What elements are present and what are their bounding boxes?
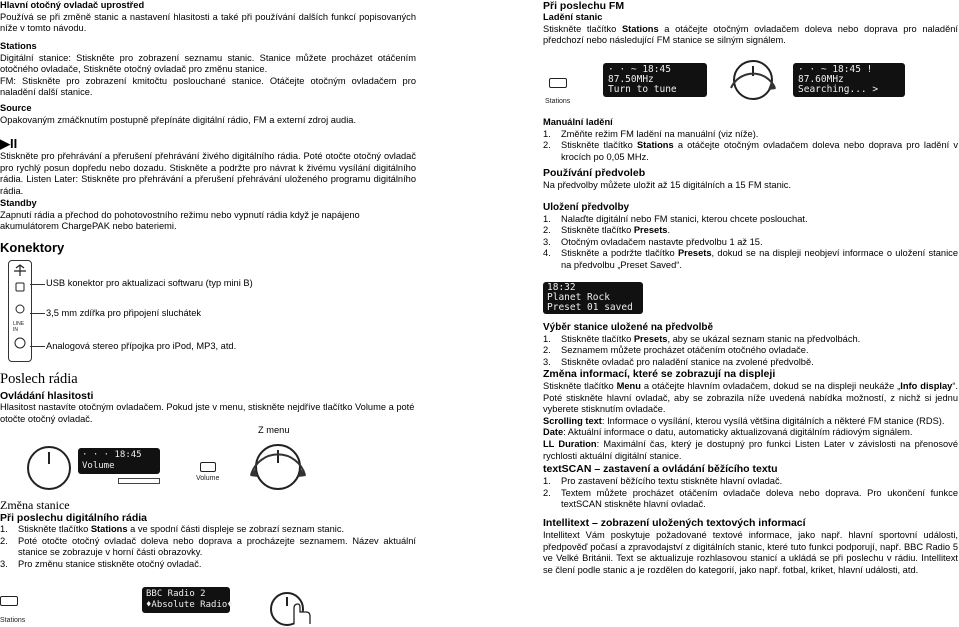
connector-panel [8,260,32,362]
line-in-label: LINE IN [13,321,25,333]
fm-tuning-text: Stiskněte tlačítko Stations a otáčejte otočným ovladačem doleva nebo doprava pro naladění předchozí nebo následující FM stanice se silným signálem. [543,23,958,46]
connectors-heading: Konektory [0,240,65,255]
fm-lcd-1-status: · · ~ 18:45 [608,64,671,75]
dab-lcd-row2: ♦Absolute Radio♦ [146,600,233,610]
preset-lcd-row1: Planet Rock [547,292,610,303]
list-item: 1. Pro zastavení běžícího textu stiskněte hlavní ovladač. [543,476,783,486]
fm-lcd-1-row2: Turn to tune [608,84,677,95]
standby-text: Zapnutí rádia a přechod do pohotovostního režimu nebo vypnutí rádia když je napájeno akumulátorem ChargePAK nebo bateriemi. [0,209,360,232]
intro-text: Používá se při změně stanic a nastavení hlasitosti a také při používání dalších funkcí popisovaných níže v tomto návodu. [0,11,416,34]
stations-section [0,41,416,99]
intellitext-text: Intellitext Vám poskytuje požadované textové informace, jako např. hlavní sportovní události, předpověď počasí a zpravodajství z digitálních stanic, které tuto funkci podporují, např. BBC Radio 5 ve Velké Británii. Text se aktualizuje rozhlasovou stanicí a ukládá se při poslechu v rádiu. Intellitext se člení podle stanic a je rozdělen do kategorií, jako např. fotbal, kriket, hlavní události, atd. [543,530,958,575]
fm-stations-button-icon[interactable] [549,78,567,88]
volume-lcd [78,448,160,474]
manual-section [543,117,958,163]
connector-headphone-text: 3,5 mm zdířka pro připojení sluchátek [46,308,202,318]
info-heading: Změna informací, které se zobrazují na displeji [543,368,776,380]
stations-text-1: Digitální stanice: Stiskněte pro zobrazení seznamu stanic. Stanice můžete procházet otáčením otočného ovladače, Stiskněte otočný ovladač pro změnu stanice. [0,52,416,75]
intro-section [0,0,416,35]
info-display-section [543,368,958,462]
stations-button-label: Stations [0,617,26,624]
fm-lcd-2 [793,63,905,97]
list-item: 4. Stiskněte a podržte tlačítko Presets, dokud se na displeji neobjeví informace o uložení stanice na předvolbu „Preset Saved“. [543,248,958,270]
volume-bar [118,478,160,484]
intro-heading: Hlavní otočný ovladač uprostřed [0,0,145,10]
connector-panel-graphic [9,261,31,361]
stations-text-2: FM: Stiskněte pro zobrazení kmitočtu poslouchané stanice. Otáčejte otočným ovladačem pro naladění další stanice. [0,75,416,98]
list-item: 3. Stiskněte ovladač pro naladění stanice na zvolené předvolbě. [543,356,814,367]
textscan-steps [543,476,958,511]
intellitext-heading: Intellitext – zobrazení uložených textových informací [543,517,806,529]
play-pause-section [0,136,416,197]
select-heading: Výběr stanice uložené na předvolbě [543,322,714,333]
presets-section [543,167,958,192]
preset-lcd [543,282,643,314]
play-pause-icon: ▶II [0,136,18,151]
list-item: 2. Textem můžete procházet otáčením ovladače doleva nebo doprava. Pro ukončení funkce textSCAN stiskněte hlavní ovladač. [543,487,958,510]
hand-press-icon [288,596,318,626]
dab-heading: Při poslechu digitálního rádia [0,512,148,524]
preset-lcd-status: 18:32 [547,282,576,293]
list-item: 1. Změňte režim FM ladění na manuální (viz níže). [543,128,759,139]
connector-linein-text: Analogová stereo přípojka pro iPod, MP3, atd. [46,341,237,351]
standby-heading: Standby [0,198,37,208]
fm-tuning-heading: Ladění stanic [543,12,603,22]
list-item: 3. Otočným ovladačem nastavte předvolbu 1 až 15. [543,236,763,247]
volume-button-label: Volume [196,475,220,482]
save-heading: Uložení předvolby [543,202,630,213]
presets-text: Na předvolby můžete uložit až 15 digitálních a 15 FM stanic. [543,180,792,190]
connector-line-headphone [30,313,45,314]
stations-heading: Stations [0,41,37,51]
fm-stations-label: Stations [545,98,571,105]
presets-heading: Používání předvoleb [543,167,646,179]
volume-section [0,390,416,425]
fm-lcd-1-row1: 87.50MHz [608,74,654,85]
play-text: Stiskněte pro přehrávání a přerušení přehrávání živého digitálního rádia. Poté otočte otočný ovladač pro rychlý posun dopředu nebo dozadu. Stiskněte a podržte pro návrat k živému vysílání digitálního rádia. Listen Later: Stiskněte pro přehrávání a přerušení přehrávání uloženého programu digitálního rádia. [0,151,416,196]
manual-heading: Manuální ladění [543,117,613,127]
standby-section [0,198,416,233]
rotate-arrow-icon [243,435,313,499]
change-station-section [0,498,416,570]
dab-steps [0,524,416,570]
connector-usb-text: USB konektor pro aktualizaci softwaru (typ mini B) [46,278,253,288]
list-item: 3. Pro změnu stanice stiskněte otočný ovladač. [0,558,202,569]
volume-heading: Ovládání hlasitosti [0,390,94,402]
preset-lcd-row2: Preset 01 saved [547,302,633,313]
save-steps [543,214,958,272]
volume-text: Hlasitost nastavíte otočným ovladačem. Pokud jste v menu, stiskněte nejdříve tlačítko Volume a poté otočte otočný ovladač. [0,402,415,424]
z-menu-label: Z menu [258,425,290,435]
list-item: 1. Stiskněte tlačítko Presets, aby se ukázal seznam stanic na předvolbách. [543,333,861,344]
list-item: 1. Nalaďte digitální nebo FM stanici, kterou chcete poslouchat. [543,213,808,224]
list-item: 2. Stiskněte tlačítko Stations a otáčejte otočným ovladačem doleva nebo doprava pro ladění v krocích po 0,05 MHz. [543,140,959,162]
textscan-heading: textSCAN – zastavení a ovládání běžícího textu [543,463,778,475]
info-scrolling: Scrolling text: Informace o vysílání, kterou vysílá většina digitálních a některé FM stanice (RDS). [543,415,945,426]
list-item: 1. Stiskněte tlačítko Stations a ve spodní části displeje se zobrazí seznam stanic. [0,524,345,534]
fm-lcd-1 [603,63,707,97]
dab-lcd-row1: BBC Radio 2 [146,589,206,599]
textscan-section [543,463,958,511]
info-date: Date: Aktuální informace o datu, automaticky aktualizovaná digitálním rádiovým signálem. [543,427,913,438]
volume-button-icon[interactable] [200,462,216,472]
volume-knob-left[interactable] [27,446,71,490]
fm-lcd-2-row2: Searching... > [798,84,879,95]
source-heading: Source [0,103,32,113]
source-section [0,103,416,126]
source-text: Opakovaným zmáčknutím postupně přepínáte digitální rádio, FM a externí zdroj audia. [0,114,357,125]
connector-line-linein [30,346,45,347]
save-preset-section [543,202,958,272]
fm-heading: Při poslechu FM [543,0,625,12]
select-preset-section [543,322,958,368]
volume-lcd-text: Volume [82,461,115,471]
fm-rotate-arrow-icon [723,52,783,108]
info-text: Stiskněte tlačítko Menu a otáčejte hlavním ovladačem, dokud se na displeji neukáže „Info display“. Poté stiskněte hlavní ovladač, aby se zobrazila níže uvedená nabídka možností, z nichž si jednu vyberete stisknutím ovladače. [543,381,959,415]
info-ll: LL Duration: Maximální čas, který je dostupný pro funkci Listen Later v závislosti na přenosové rychlosti aktuální digitální stanice. [543,438,959,461]
fm-lcd-2-status: · · ~ 18:45 ! [798,64,873,75]
change-station-heading: Změna stanice [0,498,70,512]
dab-lcd [142,587,233,613]
fm-lcd-2-row1: 87.60MHz [798,74,844,85]
select-steps [543,334,958,369]
intellitext-section [543,517,958,576]
list-item: 2. Poté otočte otočný ovladač doleva nebo doprava a procházejte seznamem. Název aktuální stanice se zobrazuje v horní části obrazovky. [0,535,416,558]
manual-steps [543,129,958,164]
fm-section [543,0,958,47]
list-item: 2. Stiskněte tlačítko Presets. [543,225,671,236]
radio-heading: Poslech rádia [0,371,78,387]
stations-button-icon[interactable] [0,596,18,606]
connector-line-usb [30,284,45,285]
list-item: 2. Seznamem můžete procházet otáčením otočného ovladače. [543,345,809,356]
volume-lcd-status: · · · 18:45 [82,450,142,460]
